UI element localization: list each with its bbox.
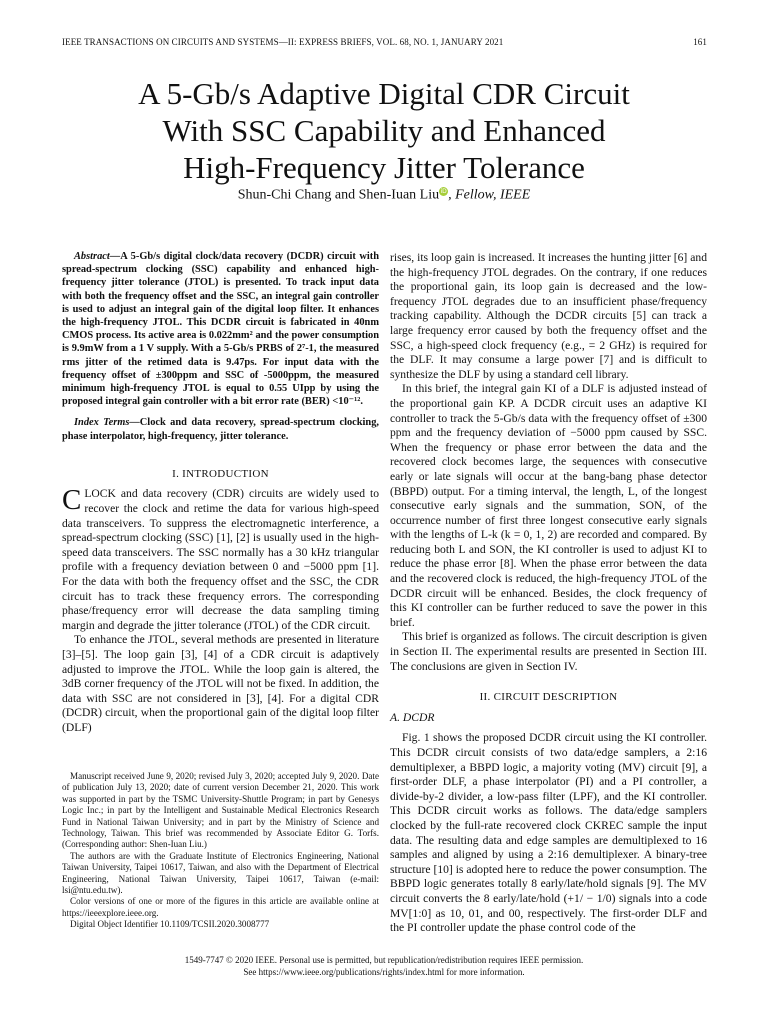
intro-paragraph-2: To enhance the JTOL, several methods are presented in literature [3]–[5]. The loop gain [3], [4] of a CDR circuit is adaptively adjusted to improve the JTOL. While the loop gain is altered, the 3dB corner frequency of the JTOL will not be fixed. In addition, the data with SSC are not considered in [3], [4]. For a digital CDR (DCDR) circuit, when the proportional gain of the digital loop filter (DLF) bbox=[62, 633, 379, 734]
right-paragraph-4: Fig. 1 shows the proposed DCDR circuit using the KI controller. This DCDR circuit consists of two data/edge samplers, a 2:16 demultiplexer, a BBPD logic, a majority voting (MV) circuit [9], a first-order DLF, a phase interpolator (PI) and a PI controller, a divide-by-2 divider, a low-pass filter (LPF), and the KI controller. This DCDR circuit works as follows. The data/edge samplers clocked by the full-rate recovered clock CKREC sample the input data. The resulting data and edge samples are demultiplexed to 16 samples and aligned by using a 2:16 demultiplexer. A binary-tree structure [10] is adopted here to reduce the power consumption. The BBPD logic generates totally 8 early/late/hold signals [9]. The MV circuit converts the 8 early/late/hold (+1/ − 1/0) signals into a code MV[1:0] as 10, 01, and 00, respectively. The first-order DLF and the PI controller update the phase control code of the bbox=[390, 731, 707, 935]
index-terms-label: Index Terms— bbox=[74, 417, 140, 429]
right-paragraph-1: rises, its loop gain is increased. It increases the hunting jitter [6] and the high-frequency JTOL degrades. On the contrary, if one reduces the proportional gain, its loop gain is decreased and the low-frequency JTOL degrades due to an insufficient phase/frequency tracking capability. Although the DCDR circuits [5] can track a large frequency error caused by both the frequency offset and the SSC, a high-speed clock frequency (e.g., = 2 GHz) is required for the DLF. It may consume a large power [7] and is difficult to synthesize the DLF by using a standard cell library. bbox=[390, 251, 707, 381]
author-line bbox=[0, 187, 768, 204]
right-paragraph-2: In this brief, the integral gain KI of a DLF is adjusted instead of the proportional gain KP. A DCDR circuit uses an adaptive KI controller to track the 5-Gb/s data with the frequency offset of ±300 ppm and the frequency deviation of −5000 ppm caused by SSC. When the frequency or phase error between the data and the recovered clock becomes large, the sequences with consecutive early or late signals will occur at the bang-bang phase detector (BBPD) output. For a timing interval, the length, L, of the longest consecutive early signals and the summation, SON, of the occurrence number of first three longest consecutive early signals with the lengths of L-k (k = 0, 1, 2) are recorded and compared. By reducing both L and SON, the KI controller is used to adjust KI to reduce the phase error [8]. When the phase error between the data and the recovered clock is reduced, the high-frequency JTOL of the DCDR circuit will be enhanced. Besides, the clock frequency of this KI controller can be further reduced to save the power in this brief. bbox=[390, 382, 707, 629]
title-line-3: High-Frequency Jitter Tolerance bbox=[183, 150, 585, 185]
orcid-icon[interactable]: iD bbox=[440, 188, 447, 195]
footnote-doi: Digital Object Identifier 10.1109/TCSII.2020.3008777 bbox=[70, 919, 270, 930]
drop-cap: C bbox=[62, 484, 82, 517]
section-heading-circuit-description: II. CIRCUIT DESCRIPTION bbox=[479, 691, 618, 704]
paper-title bbox=[0, 75, 768, 186]
title-line-2: With SSC Capability and Enhanced bbox=[162, 113, 606, 148]
index-terms bbox=[62, 416, 379, 442]
abstract bbox=[62, 250, 379, 408]
footnote-color-versions: Color versions of one or more of the figures in this article are available online at https://ieeexplore.ieee.org. bbox=[62, 896, 379, 918]
page-number: 161 bbox=[693, 37, 707, 47]
journal-name: IEEE TRANSACTIONS ON CIRCUITS AND SYSTEMS—II: EXPRESS BRIEFS, VOL. 68, NO. 1, JANUARY 2021 bbox=[62, 37, 504, 47]
intro-paragraph-1 bbox=[62, 484, 379, 633]
section-heading-introduction: I. INTRODUCTION bbox=[172, 467, 269, 480]
author-names: Shun-Chi Chang and Shen-Iuan Liu bbox=[237, 187, 440, 203]
footnote-block bbox=[62, 771, 379, 931]
abstract-label: Abstract— bbox=[74, 251, 121, 262]
intro-paragraph-1-text: LOCK and data recovery (CDR) circuits are widely used to recover the clock and retime the data for various high-speed data transceivers. To suppress the electromagnetic interference, a spread-spectrum clocking (SSC) [1], [2] is usually used in the high-speed data transceivers. The SSC normally has a 30 kHz triangular profile with a frequency deviation between 0 and −5000 ppm [1]. For the data with both the frequency offset and the SSC, the CDR circuit has to track these frequency errors. The corresponding phase/frequency error will decrease the data sampling timing margin and degrade the jitter tolerance (JTOL) of the CDR circuit. bbox=[62, 487, 379, 632]
copyright-line: 1549-7747 © 2020 IEEE. Personal use is permitted, but republication/redistribution requires IEEE permission. bbox=[184, 955, 584, 965]
right-paragraph-3: This brief is organized as follows. The circuit description is given in Section II. The experimental results are presented in Section III. The conclusions are given in Section IV. bbox=[390, 630, 707, 673]
rights-link-line: See https://www.ieee.org/publications/rights/index.html for more information. bbox=[243, 966, 525, 977]
copyright-footer bbox=[0, 955, 768, 978]
index-terms-text: Clock and data recovery, spread-spectrum clocking, phase interpolator, high-frequency, jitter tolerance. bbox=[62, 417, 379, 442]
footnote-affiliation: The authors are with the Graduate Institute of Electronics Engineering, National Taiwan University, Taipei 10617, Taiwan, and also with the Department of Electrical Engineering, National Taiwan University, Taipei 10617, Taiwan (e-mail: lsi@ntu.edu.tw). bbox=[62, 850, 379, 896]
subsection-heading-dcdr: A. DCDR bbox=[390, 710, 435, 724]
title-line-1: A 5-Gb/s Adaptive Digital CDR Circuit bbox=[138, 76, 630, 111]
running-header bbox=[62, 37, 707, 47]
footnote-manuscript: Manuscript received June 9, 2020; revised July 3, 2020; accepted July 9, 2020. Date of publication July 13, 2020; date of current version December 21, 2020. This work was supported in part by the TSMC University-Shuttle Program; in part by Genesys Logic Inc.; in part by the Intelligent and Sustainable Medical Electronics Research Fund in National Taiwan University; and in part by the Ministry of Science and Technology, Taiwan. This brief was recommended by Associate Editor G. Torfs. (Corresponding author: Shen-Iuan Liu.) bbox=[62, 771, 379, 850]
left-column bbox=[62, 250, 379, 736]
abstract-text: A 5-Gb/s digital clock/data recovery (DCDR) circuit with spread-spectrum clocking (SSC) capability and enhanced high-frequency jitter tolerance (JTOL) is presented. To track input data with both the frequency offset and the SSC, an integral gain controller is used to adjust an integral gain of the digital loop filter. It enhances the high-frequency JTOL. This DCDR circuit is fabricated in 40nm CMOS process. Its active area is 0.022mm² and the power consumption is 9.9mW from a 1 V supply. With a 5-Gb/s PRBS of 2⁷-1, the measured rms jitter of the retimed data is 9.47ps. For input data with the frequency offset of ±300ppm and SSC of -5000ppm, the measured minimum high-frequency JTOL is equal to 0.55 UIpp by using the proposed integral gain controller with a bit error rate (BER) <10⁻¹². bbox=[62, 251, 379, 408]
right-column bbox=[390, 251, 707, 936]
author-suffix: , Fellow, IEEE bbox=[448, 187, 531, 203]
